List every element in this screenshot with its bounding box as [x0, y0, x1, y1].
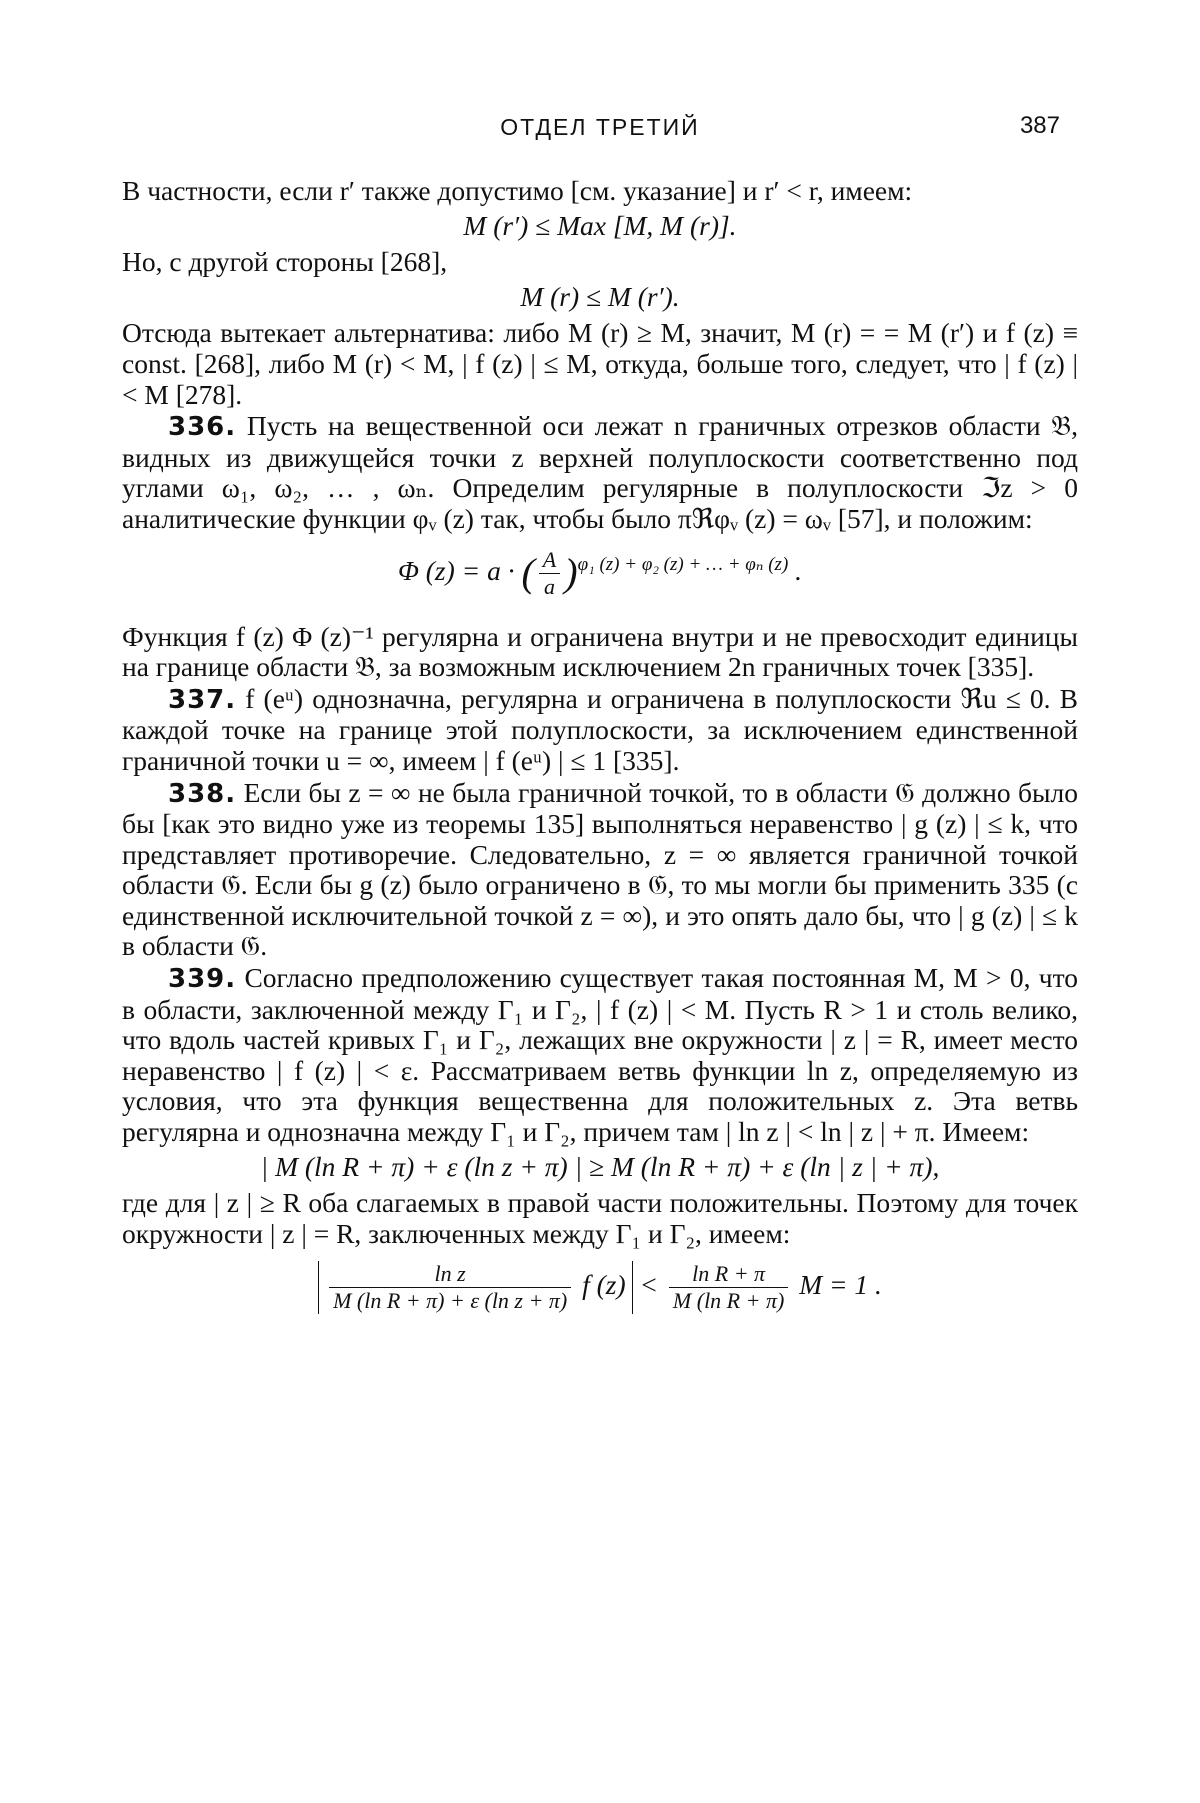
paragraph-336-text: Пусть на вещественной оси лежат n граничных отрезков области 𝔅, видных из движущейся точки z верхней полуплоскости соответственно под углами ω₁, ω₂, … , ωₙ. Определим регулярные в полуплоскости ℑz > 0 аналитические функции φᵥ (z) так, чтобы было πℜφᵥ (z) = ωᵥ [57], и положим:: [122, 410, 1079, 534]
equation-mr-le-mr-prime: M (r) ≤ M (r′).: [520, 280, 680, 312]
problem-number-337: 337.: [168, 684, 237, 715]
fraction-a-over-a: [539, 547, 560, 600]
problem-number-339: 339.: [168, 964, 237, 995]
equation-final-fz: f (z): [582, 1269, 626, 1301]
equation-final-end: M = 1 .: [799, 1269, 882, 1301]
fraction-ln-r-numerator: ln R + π: [669, 1261, 788, 1288]
paragraph-335-cont: В частности, если r′ также допустимо [см. указание] и r′ < r, имеем:: [122, 175, 913, 206]
fraction-ln-z-numerator: ln z: [329, 1261, 571, 1288]
equation-final-lt: <: [639, 1269, 659, 1301]
paragraph-other-side: Но, с другой стороны [268],: [122, 246, 448, 278]
fraction-ln-r: [669, 1261, 788, 1314]
paragraph-alternative: Отсюда вытекает альтернатива: либо M (r) ≥ M, значит, M (r) = = M (r′) и f (z) ≡ const. [268], либо M (r) < M, | f (z) | ≤ M, откуда, больше того, следует, что | f (z) | < M [278].: [122, 317, 1078, 410]
page-number: 387: [1019, 112, 1060, 139]
fraction-ln-z: [329, 1261, 571, 1314]
paragraph-337-text: f (eᵘ) однозначна, регулярна и ограничена в полуплоскости ℜu ≤ 0. В каждой точке на границе этой полуплоскости, за исключением единственной граничной точки u = ∞, имеем | f (eᵘ) | ≤ 1 [335].: [122, 682, 1079, 776]
fraction-denominator: a: [544, 573, 556, 599]
page-body: [122, 176, 1078, 1336]
problem-number-338: 338.: [168, 778, 237, 809]
paragraph-338-text: Если бы z = ∞ не была граничной точкой, то в области 𝔊 должно было бы [как это видно уже из теоремы 135] выполняться неравенство | g (z) | ≤ k, что представляет противоречие. Следовательно, z = ∞ является граничной точкой области 𝔊. Если бы g (z) было ограничено в 𝔊, то мы могли бы применить 335 (с единственной исключительной точкой z = ∞), и это опять дало бы, что | g (z) | ≤ k в области 𝔊.: [122, 776, 1079, 962]
equation-phi-left: Φ (z) = a ·: [397, 554, 515, 586]
equation-phi-end: .: [795, 554, 803, 586]
paragraph-338: [122, 778, 1078, 963]
paragraph-336-cont: Функция f (z) Φ (z)⁻¹ регулярна и ограничена внутри и не превосходит единицы на границе области 𝔅, за возможным исключением 2n граничных точек [335].: [122, 620, 1078, 683]
running-title: ОТДЕЛ ТРЕТИЙ: [500, 114, 700, 140]
equation-phi: [122, 547, 1078, 600]
page-header: [122, 108, 1078, 148]
paragraph-339-cont: где для | z | ≥ R оба слагаемых в правой части положительны. Поэтому для точек окружности | z | = R, заключенных между Γ₁ и Γ₂, имеем:: [122, 1187, 1078, 1249]
fraction-ln-z-denominator: M (ln R + π) + ε (ln z + π): [333, 1288, 568, 1314]
paragraph-336: [122, 411, 1078, 534]
absolute-value-group: [318, 1261, 633, 1314]
equation-max: M (r′) ≤ Max [M, M (r)].: [463, 209, 737, 241]
equation-phi-exponent: φ₁ (z) + φ₂ (z) + … + φₙ (z): [577, 553, 789, 575]
left-paren: (: [521, 549, 535, 595]
equation-inequality: | M (ln R + π) + ε (ln z + π) | ≥ M (ln R + π) + ε (ln | z | + π),: [260, 1150, 940, 1182]
problem-number-336: 336.: [168, 412, 237, 443]
fraction-ln-r-denominator: M (ln R + π): [672, 1288, 785, 1314]
fraction-numerator: A: [539, 547, 560, 574]
right-paren: ): [564, 549, 578, 595]
paragraph-339-text: Согласно предположению существует такая постоянная M, M > 0, что в области, заключенной между Γ₁ и Γ₂, | f (z) | < M. Пусть R > 1 и столь велико, что вдоль частей кривых Γ₁ и Γ₂, лежащих вне окружности | z | = R, имеет место неравенство | f (z) | < ε. Рассматриваем ветвь функции ln z, определяемую из условия, что эта функция вещественна для положительных z. Эта ветвь регулярна и однозначна между Γ₁ и Γ₂, причем там | ln z | < ln | z | + π. Имеем:: [122, 962, 1078, 1148]
paragraph-339: [122, 963, 1078, 1148]
equation-final: [122, 1261, 1078, 1314]
paragraph-337: [122, 684, 1078, 777]
